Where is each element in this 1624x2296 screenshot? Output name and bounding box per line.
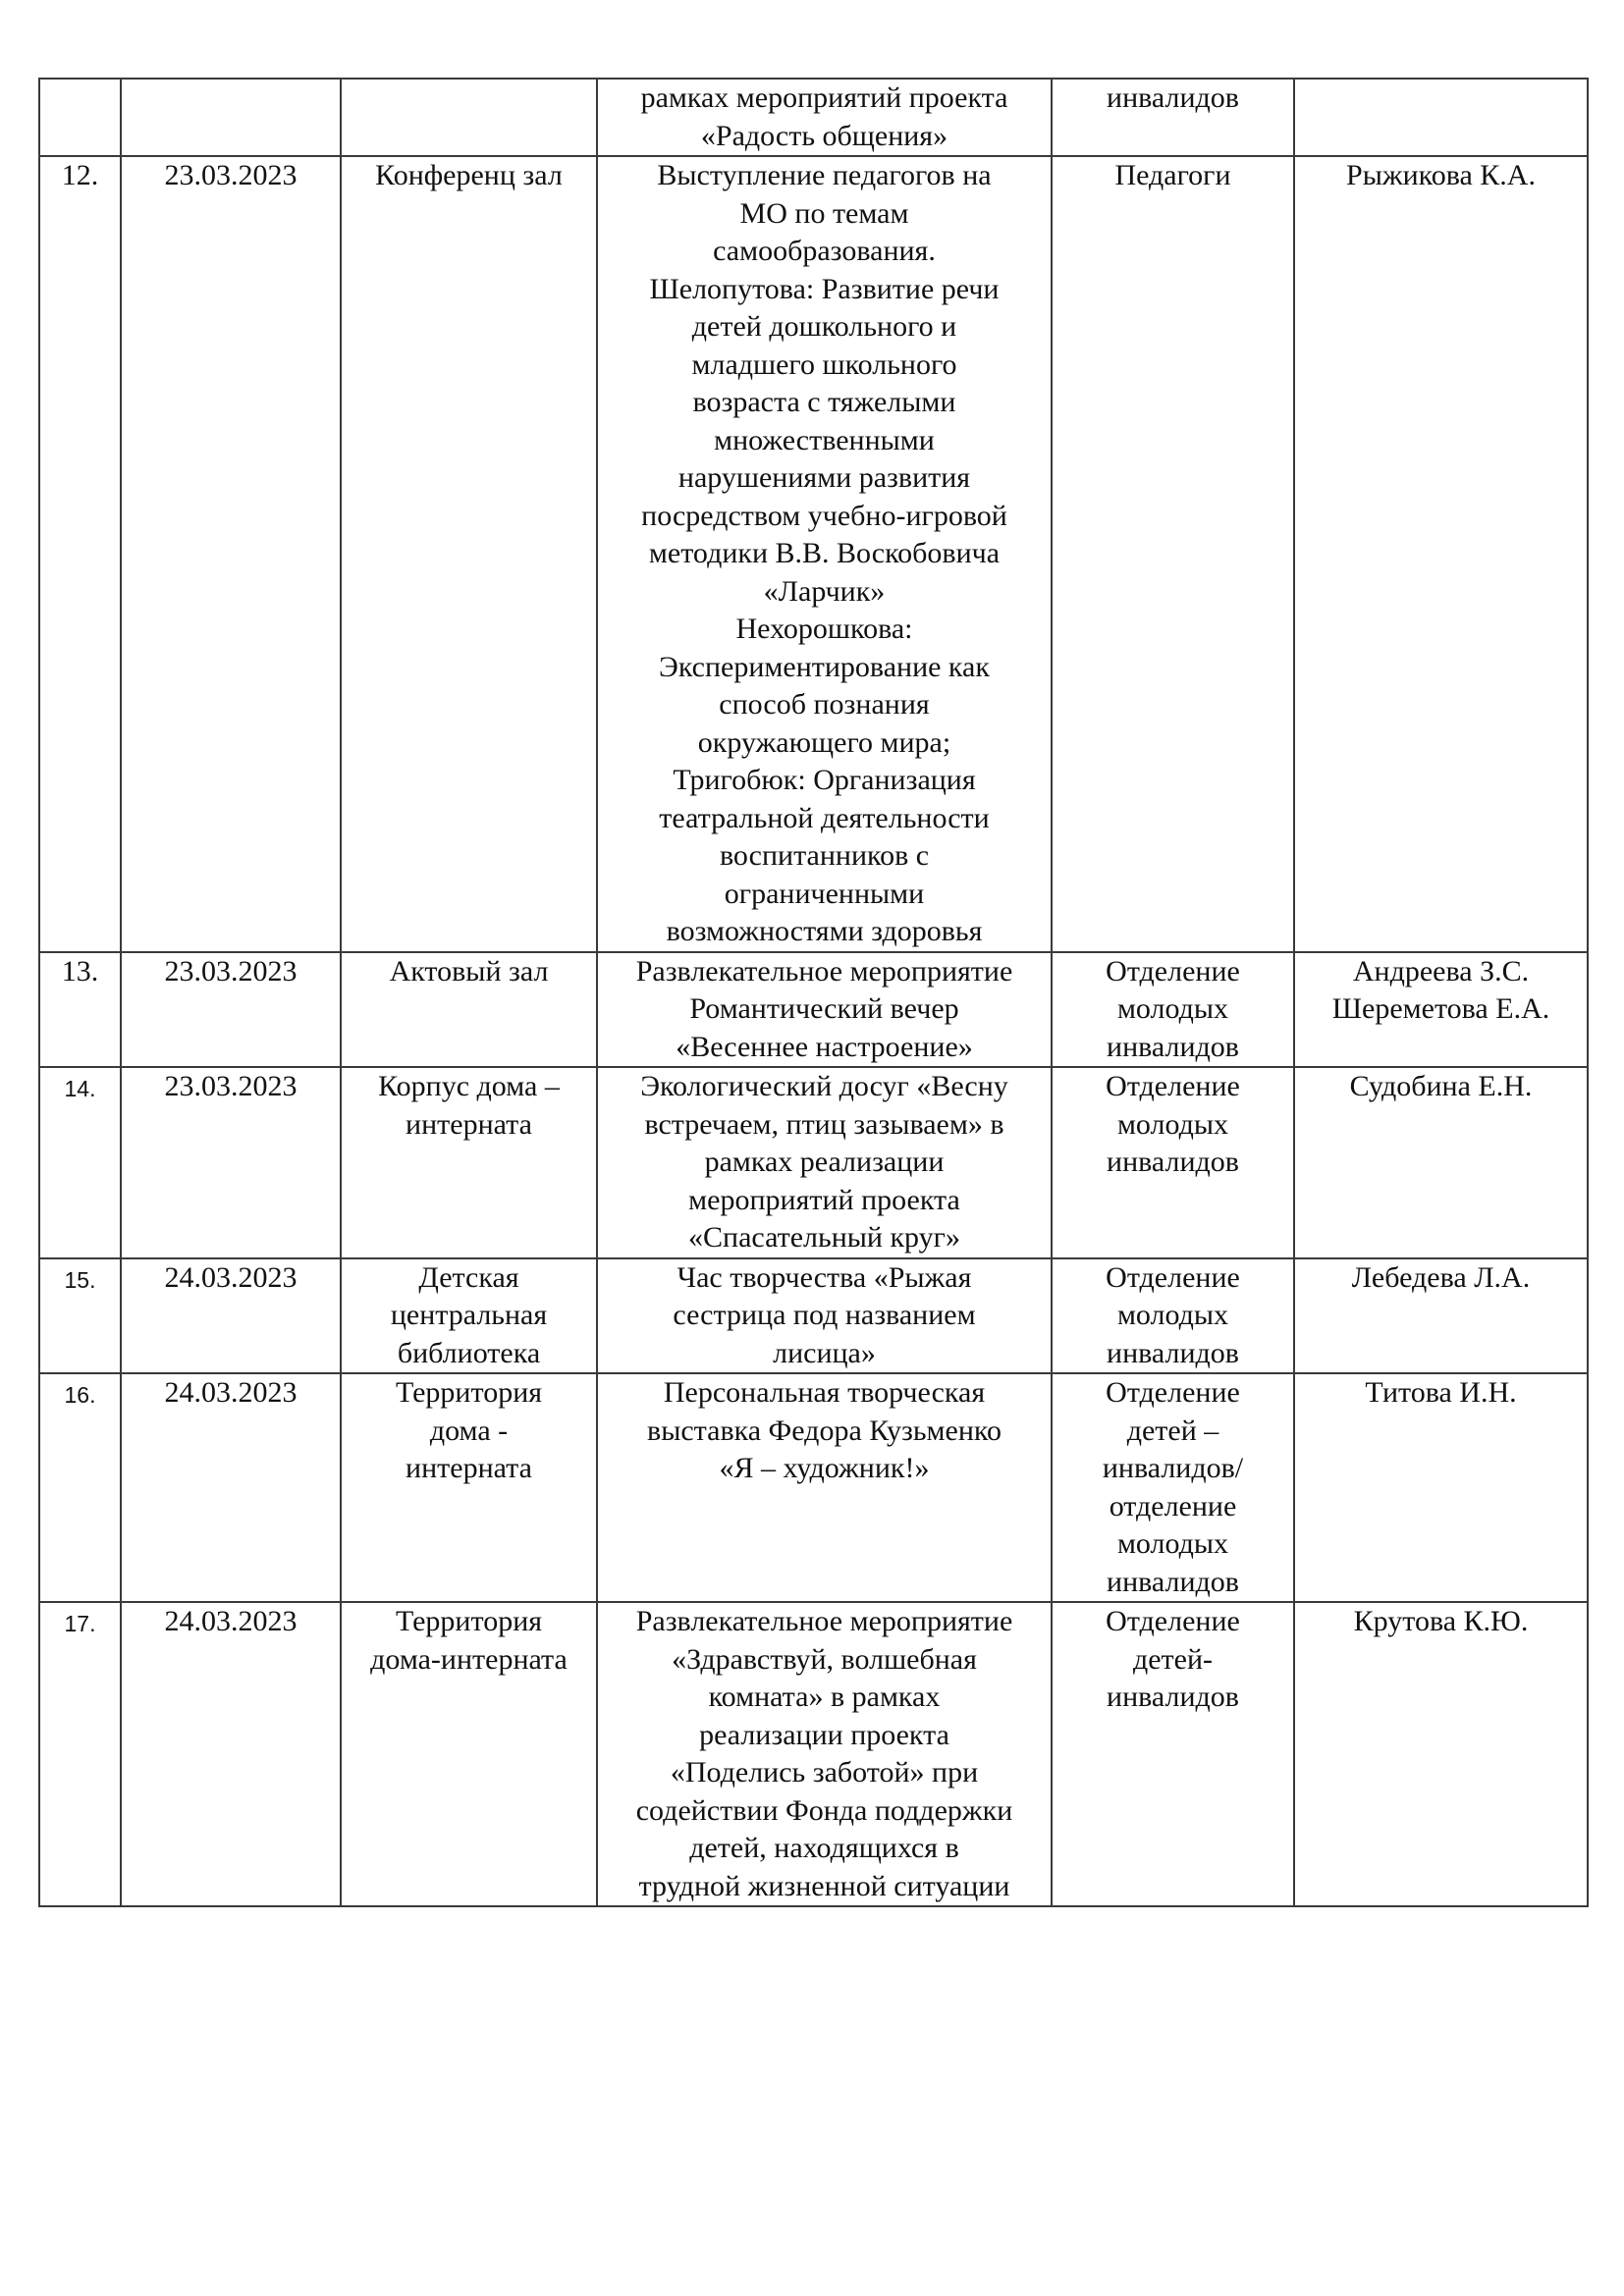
text-line: Час творчества «Рыжая bbox=[677, 1260, 972, 1294]
text-line: встречаем, птиц зазываем» в bbox=[644, 1107, 1004, 1141]
cell-responsible bbox=[1294, 79, 1588, 156]
cell-responsible bbox=[1294, 1602, 1588, 1906]
text-line: Отделение bbox=[1106, 1260, 1240, 1294]
cell-date bbox=[121, 79, 341, 156]
text-line: интерната bbox=[406, 1452, 532, 1484]
text-line: «Поделись заботой» при bbox=[670, 1756, 979, 1789]
text-line: отделение bbox=[1109, 1489, 1237, 1522]
text-line: рамках мероприятий проекта bbox=[640, 81, 1008, 114]
cell-event bbox=[597, 1067, 1052, 1258]
table-row bbox=[39, 1602, 1588, 1906]
text-line: детей- bbox=[1132, 1642, 1214, 1676]
cell-date: 24.03.2023 bbox=[121, 1602, 341, 1906]
text-line: Шелопутова: Развитие речи bbox=[649, 272, 1000, 305]
text-line: самообразования. bbox=[713, 235, 936, 267]
text-line: инвалидов bbox=[1107, 1681, 1239, 1713]
text-line: Отделение bbox=[1106, 954, 1240, 988]
text-line: способ познания bbox=[719, 688, 930, 721]
text-line: молодых bbox=[1116, 1299, 1229, 1331]
text-line: рамках реализации bbox=[704, 1146, 945, 1178]
text-line: Развлекательное мероприятие bbox=[635, 954, 1013, 988]
text-line: Конференц зал bbox=[375, 159, 563, 191]
cell-participants bbox=[1052, 156, 1294, 952]
text-line: инвалидов bbox=[1107, 1030, 1239, 1063]
text-line: инвалидов bbox=[1107, 81, 1239, 114]
text-line: окружающего мира; bbox=[697, 725, 951, 759]
cell-place bbox=[341, 79, 597, 156]
table-row bbox=[39, 1067, 1588, 1258]
cell-participants bbox=[1052, 79, 1294, 156]
cell-number: 13. bbox=[39, 952, 121, 1068]
text-line: методики В.В. Воскобовича bbox=[648, 537, 1001, 569]
text-line: Судобина Е.Н. bbox=[1349, 1070, 1533, 1102]
text-line: Титова И.Н. bbox=[1365, 1376, 1517, 1409]
text-line: Экспериментирование как bbox=[659, 650, 990, 683]
cell-place bbox=[341, 1258, 597, 1374]
text-line: Андреева З.С. bbox=[1352, 954, 1530, 988]
text-line: молодых bbox=[1116, 1527, 1229, 1560]
cell-participants bbox=[1052, 1067, 1294, 1258]
cell-place bbox=[341, 952, 597, 1068]
text-line: Нехорошкова: bbox=[735, 613, 913, 645]
cell-number: 15. bbox=[39, 1258, 121, 1374]
text-line: множественными bbox=[714, 423, 935, 456]
text-line: Отделение bbox=[1106, 1605, 1240, 1637]
text-line: Романтический вечер bbox=[689, 992, 959, 1025]
text-line: Рыжикова К.А. bbox=[1346, 159, 1536, 191]
text-line: Отделение bbox=[1106, 1376, 1240, 1409]
cell-responsible bbox=[1294, 952, 1588, 1068]
text-line: детей – bbox=[1126, 1414, 1219, 1447]
text-line: Корпус дома – bbox=[378, 1070, 560, 1102]
text-line: «Я – художник!» bbox=[719, 1452, 930, 1484]
cell-participants bbox=[1052, 952, 1294, 1068]
cell-event bbox=[597, 1373, 1052, 1602]
text-line: комната» в рамках bbox=[708, 1681, 941, 1713]
text-line: Тригобюк: Организация bbox=[673, 764, 976, 796]
text-line: Выступление педагогов на bbox=[657, 159, 992, 191]
cell-date: 24.03.2023 bbox=[121, 1258, 341, 1374]
text-line: молодых bbox=[1116, 992, 1229, 1025]
text-line: библиотека bbox=[397, 1336, 541, 1369]
text-line: детей, находящихся в bbox=[689, 1832, 959, 1864]
cell-responsible bbox=[1294, 156, 1588, 952]
text-line: содействии Фонда поддержки bbox=[635, 1793, 1013, 1827]
text-line: дома-интерната bbox=[370, 1642, 568, 1676]
cell-date: 23.03.2023 bbox=[121, 156, 341, 952]
cell-responsible bbox=[1294, 1067, 1588, 1258]
text-line: театральной деятельности bbox=[659, 801, 990, 834]
text-line: воспитанников с bbox=[719, 839, 930, 872]
text-line: Экологический досуг «Весну bbox=[640, 1070, 1008, 1102]
text-line: Крутова К.Ю. bbox=[1353, 1605, 1529, 1637]
cell-place bbox=[341, 156, 597, 952]
text-line: МО по темам bbox=[739, 196, 909, 230]
text-line: «Здравствуй, волшебная bbox=[672, 1642, 977, 1676]
cell-date: 23.03.2023 bbox=[121, 1067, 341, 1258]
text-line: «Весеннее настроение» bbox=[676, 1030, 973, 1063]
text-line: молодых bbox=[1116, 1107, 1229, 1141]
text-line: возможностями здоровья bbox=[666, 915, 983, 947]
text-line: «Радость общения» bbox=[700, 119, 948, 152]
text-line: лисица» bbox=[773, 1336, 876, 1369]
table-row bbox=[39, 1258, 1588, 1374]
cell-event bbox=[597, 1258, 1052, 1374]
text-line: младшего школьного bbox=[691, 347, 957, 381]
text-line: трудной жизненной ситуации bbox=[638, 1869, 1010, 1902]
text-line: возраста с тяжелыми bbox=[692, 386, 956, 418]
text-line: интерната bbox=[406, 1107, 532, 1141]
text-line: выставка Федора Кузьменко bbox=[647, 1414, 1001, 1447]
cell-place bbox=[341, 1067, 597, 1258]
cell-place bbox=[341, 1373, 597, 1602]
cell-participants bbox=[1052, 1602, 1294, 1906]
text-line: Персональная творческая bbox=[663, 1376, 986, 1409]
cell-event bbox=[597, 1602, 1052, 1906]
text-line: Шереметова Е.А. bbox=[1331, 992, 1550, 1025]
table-row bbox=[39, 1373, 1588, 1602]
cell-event bbox=[597, 952, 1052, 1068]
text-line: Территория bbox=[395, 1605, 543, 1637]
cell-event bbox=[597, 156, 1052, 952]
text-line: посредством учебно-игровой bbox=[641, 499, 1007, 532]
table-row bbox=[39, 952, 1588, 1068]
text-line: сестрица под названием bbox=[673, 1299, 976, 1331]
cell-participants bbox=[1052, 1373, 1294, 1602]
cell-participants bbox=[1052, 1258, 1294, 1374]
text-line: Территория bbox=[395, 1376, 543, 1409]
text-line: детей дошкольного и bbox=[691, 310, 957, 343]
text-line: Развлекательное мероприятие bbox=[635, 1605, 1013, 1637]
text-line: нарушениями развития bbox=[677, 461, 971, 494]
cell-number bbox=[39, 79, 121, 156]
text-line: Отделение bbox=[1106, 1070, 1240, 1102]
table-body bbox=[39, 79, 1588, 1906]
text-line: ограниченными bbox=[724, 877, 925, 910]
cell-date: 23.03.2023 bbox=[121, 952, 341, 1068]
text-line: «Спасательный круг» bbox=[688, 1221, 960, 1254]
text-line: «Ларчик» bbox=[763, 574, 886, 608]
table-row bbox=[39, 79, 1588, 156]
text-line: инвалидов bbox=[1107, 1336, 1239, 1369]
cell-responsible bbox=[1294, 1373, 1588, 1602]
text-line: мероприятий проекта bbox=[688, 1183, 960, 1216]
table-row bbox=[39, 156, 1588, 952]
text-line: реализации проекта bbox=[699, 1718, 949, 1751]
cell-number: 17. bbox=[39, 1602, 121, 1906]
text-line: инвалидов/ bbox=[1102, 1452, 1244, 1484]
cell-number: 12. bbox=[39, 156, 121, 952]
text-line: Актовый зал bbox=[389, 954, 549, 988]
text-line: инвалидов bbox=[1107, 1146, 1239, 1178]
text-line: Педагоги bbox=[1114, 159, 1231, 191]
cell-number: 16. bbox=[39, 1373, 121, 1602]
cell-date: 24.03.2023 bbox=[121, 1373, 341, 1602]
text-line: центральная bbox=[390, 1299, 548, 1331]
text-line: инвалидов bbox=[1107, 1565, 1239, 1598]
cell-number: 14. bbox=[39, 1067, 121, 1258]
cell-event bbox=[597, 79, 1052, 156]
text-line: Лебедева Л.А. bbox=[1351, 1260, 1531, 1294]
cell-responsible bbox=[1294, 1258, 1588, 1374]
events-schedule-table bbox=[38, 78, 1589, 1907]
text-line: дома - bbox=[429, 1414, 509, 1447]
text-line: Детская bbox=[418, 1260, 519, 1294]
cell-place bbox=[341, 1602, 597, 1906]
